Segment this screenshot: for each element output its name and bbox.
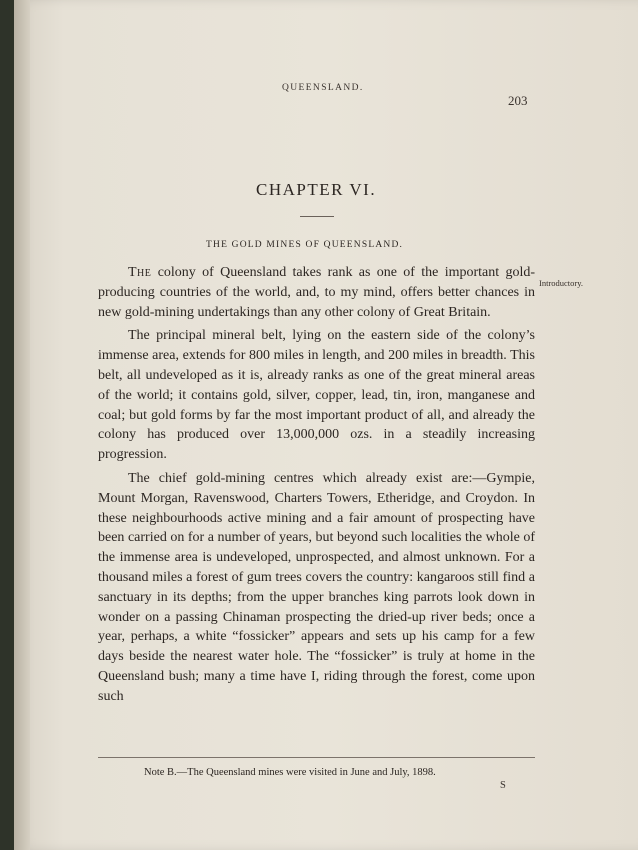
signature-mark: S (500, 780, 506, 791)
page-number: 203 (508, 93, 528, 108)
book-page (14, 0, 638, 850)
paragraph-1 (98, 263, 535, 322)
paragraph-2: The principal mineral belt, lying on the eastern side of the colony’s immense area, extends for 800 miles in length, and 200 miles in breadth. This belt, all undeveloped as it is, already ranks as one of the great mineral areas of the world; it contains gold, silver, copper, lead, tin, iron, manganese and coal; but gold forms by far the most important product of all, and already the colony has produced over 13,000,000 ozs. in a steadily increasing progression. (98, 328, 535, 463)
running-head: QUEENSLAND. (282, 83, 364, 93)
paragraph-3: The chief gold-mining centres which already exist are:—Gympie, Mount Morgan, Ravenswood, Charters Towers, Etheridge, and Croydon. In these neighbourhoods active mining and a fair amount of prospecting have been carried on for a number of years, but beyond such localities the whole of the immense area is undeveloped, unprospected, and almost unknown. For a thousand miles a forest of gum trees covers the country: kangaroos still find a sanctuary in its depths; from the upper branches king parrots look down in wonder on a passing Chinaman prospecting the dried-up river beds; once a year, perhaps, a white “fossicker” appears and sets up his camp for a few days beside the nearest water hole. The “fossicker” is truly at home in the Queensland bush; many a time have I, riding through the forest, come upon such (98, 470, 535, 704)
chapter-title: CHAPTER VI. (256, 180, 377, 199)
footnote-rule (98, 757, 535, 758)
paragraph-1-text: colony of Queensland takes rank as one of the important gold-producing countries of the world, and, to my mind, offers better chances in new gold-mining undertakings than any other colony of Great Britain. (98, 265, 535, 320)
footnote: Note B.—The Queensland mines were visited in June and July, 1898. (144, 767, 436, 778)
body-text (98, 263, 535, 707)
margin-note: Introductory. (539, 278, 584, 288)
page-gutter (14, 0, 30, 850)
title-rule (300, 216, 334, 217)
paragraph-lead-word: The (128, 265, 152, 280)
section-title: THE GOLD MINES OF QUEENSLAND. (206, 240, 404, 250)
